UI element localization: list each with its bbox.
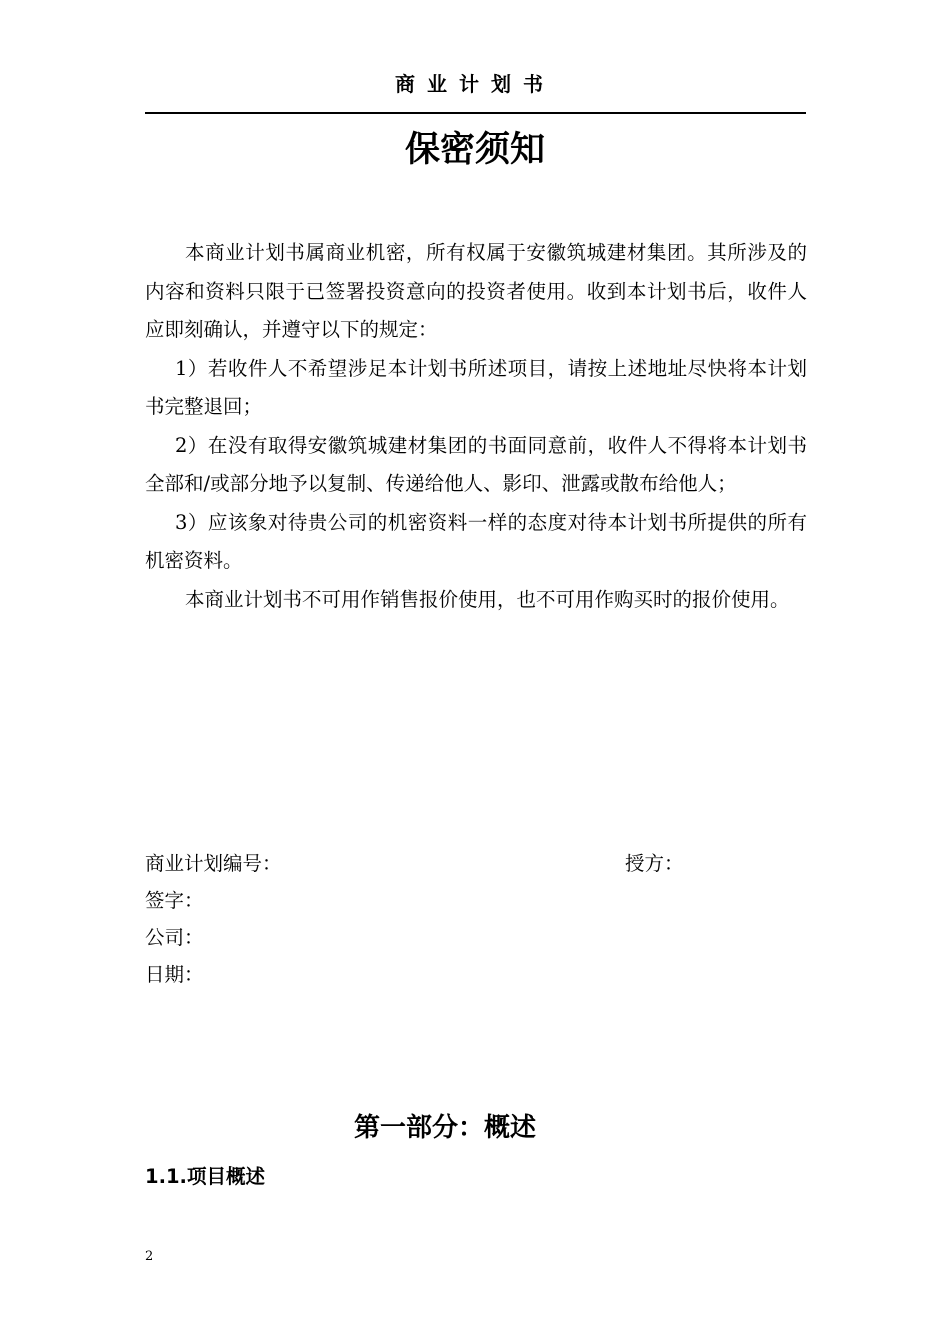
- running-header-title: 商业计划书: [395, 72, 555, 96]
- subsection-title: 1.1.项目概述: [145, 1165, 265, 1188]
- notice-intro-paragraph: 本商业计划书属商业机密，所有权属于安徽筑城建材集团。其所涉及的内容和资料只限于已签署投资意向的投资者使用。收到本计划书后，收件人应即刻确认，并遵守以下的规定：: [145, 241, 807, 341]
- page-number: 2: [145, 1249, 154, 1264]
- company-label: 公司：: [145, 926, 204, 949]
- notice-rule-1: 1）若收件人不希望涉足本计划书所述项目，请按上述地址尽快将本计划书完整退回；: [145, 356, 807, 418]
- acknowledgement-form: [145, 845, 807, 993]
- notice-rule-3: 3）应该象对待贵公司的机密资料一样的态度对待本计划书所提供的所有机密资料。: [145, 510, 807, 572]
- header-divider: [145, 112, 806, 114]
- form-row-company: [145, 919, 807, 956]
- date-label: 日期：: [145, 963, 204, 986]
- section-title: 第一部分：概述: [353, 1113, 536, 1143]
- notice-rule-2: 2）在没有取得安徽筑城建材集团的书面同意前，收件人不得将本计划书全部和/或部分地予以复制、传递给他人、影印、泄露或散布给他人；: [145, 433, 807, 495]
- plan-number-label: 商业计划编号：: [145, 852, 282, 875]
- form-row-plan-number: [145, 845, 807, 882]
- notice-closing-paragraph: 本商业计划书不可用作销售报价使用，也不可用作购买时的报价使用。: [185, 587, 790, 611]
- form-row-signature: [145, 882, 807, 919]
- grantee-label: 授方：: [625, 852, 684, 875]
- confidentiality-notice-title: 保密须知: [404, 130, 545, 170]
- form-row-date: [145, 956, 807, 993]
- confidentiality-notice-body: [145, 234, 807, 619]
- signature-label: 签字：: [145, 889, 204, 912]
